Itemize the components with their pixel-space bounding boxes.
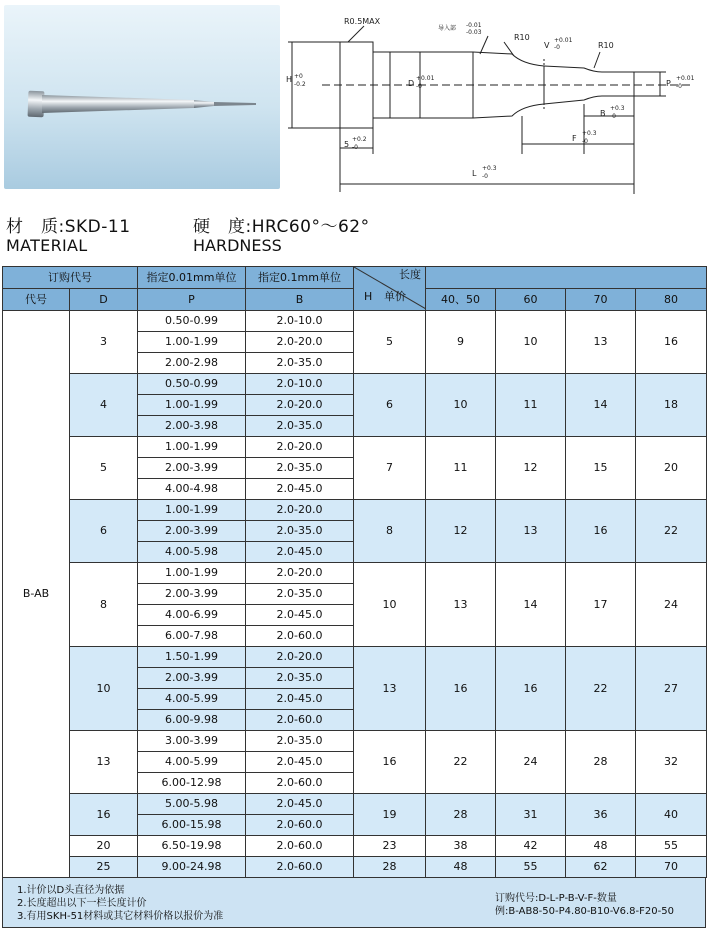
- svg-text:+0.01: +0.01: [416, 75, 435, 82]
- b-range-cell: 2.0-60.0: [246, 710, 354, 731]
- table-row: [3, 857, 707, 878]
- footer-notes: [2, 877, 706, 928]
- d-cell: 25: [70, 857, 138, 878]
- p-range-cell: 1.00-1.99: [138, 563, 246, 584]
- price-cell: 28: [426, 794, 496, 836]
- svg-text:-0: -0: [582, 138, 588, 145]
- dim-f: F: [572, 134, 577, 143]
- price-cell: 55: [496, 857, 566, 878]
- d-cell: 5: [70, 437, 138, 500]
- price-cell: 14: [496, 563, 566, 647]
- header-length-3: 80: [636, 289, 707, 311]
- table-row: [3, 563, 707, 584]
- b-range-cell: 2.0-20.0: [246, 437, 354, 458]
- b-range-cell: 2.0-35.0: [246, 458, 354, 479]
- price-cell: 11: [496, 374, 566, 437]
- h-cell: 28: [354, 857, 426, 878]
- header-d: D: [70, 289, 138, 311]
- dim-guide: 导入部: [438, 25, 457, 32]
- h-cell: 13: [354, 647, 426, 731]
- dim-h: H: [286, 75, 293, 84]
- b-range-cell: 2.0-35.0: [246, 731, 354, 752]
- price-cell: 36: [566, 794, 636, 836]
- spec-table: [2, 266, 707, 878]
- b-range-cell: 2.0-60.0: [246, 626, 354, 647]
- price-cell: 22: [566, 647, 636, 731]
- b-range-cell: 2.0-35.0: [246, 521, 354, 542]
- d-cell: 16: [70, 794, 138, 836]
- b-range-cell: 2.0-20.0: [246, 647, 354, 668]
- price-cell: 9: [426, 311, 496, 374]
- material-label-en: MATERIAL: [6, 236, 88, 255]
- table-row: [3, 311, 707, 332]
- d-cell: 6: [70, 500, 138, 563]
- b-range-cell: 2.0-10.0: [246, 374, 354, 395]
- price-cell: 14: [566, 374, 636, 437]
- price-cell: 22: [426, 731, 496, 794]
- dim-5: 5: [344, 140, 350, 149]
- p-range-cell: 1.00-1.99: [138, 395, 246, 416]
- b-range-cell: 2.0-45.0: [246, 542, 354, 563]
- b-range-cell: 2.0-20.0: [246, 332, 354, 353]
- dim-r10b: R10: [598, 41, 614, 50]
- order-code-format: 订购代号:D-L-P-B-V-F-数量: [495, 893, 617, 904]
- b-range-cell: 2.0-35.0: [246, 416, 354, 437]
- header-length: 长度: [399, 268, 421, 281]
- price-cell: 15: [566, 437, 636, 500]
- price-cell: 31: [496, 794, 566, 836]
- p-range-cell: 0.50-0.99: [138, 374, 246, 395]
- price-cell: 32: [636, 731, 707, 794]
- b-range-cell: 2.0-60.0: [246, 857, 354, 878]
- dim-d: D: [408, 79, 415, 88]
- p-range-cell: 4.00-5.99: [138, 689, 246, 710]
- p-range-cell: 1.00-1.99: [138, 500, 246, 521]
- b-range-cell: 2.0-45.0: [246, 479, 354, 500]
- h-cell: 16: [354, 731, 426, 794]
- p-range-cell: 2.00-3.99: [138, 521, 246, 542]
- header-p-unit: 指定0.01mm单位: [138, 267, 246, 289]
- price-cell: 13: [566, 311, 636, 374]
- header-h: H: [364, 290, 373, 303]
- svg-text:+0.3: +0.3: [582, 130, 597, 137]
- b-range-cell: 2.0-45.0: [246, 605, 354, 626]
- p-range-cell: 1.00-1.99: [138, 332, 246, 353]
- price-cell: 16: [426, 647, 496, 731]
- header-length-2: 70: [566, 289, 636, 311]
- svg-text:-0: -0: [676, 83, 682, 90]
- price-cell: 16: [636, 311, 707, 374]
- svg-text:+0.01: +0.01: [554, 37, 573, 44]
- header-price: 单价: [384, 290, 406, 303]
- svg-text:+0.2: +0.2: [352, 136, 367, 143]
- b-range-cell: 2.0-60.0: [246, 836, 354, 857]
- p-range-cell: 4.00-5.99: [138, 752, 246, 773]
- h-cell: 7: [354, 437, 426, 500]
- material-label: 材 质:SKD-11: [6, 217, 131, 237]
- header-b: B: [246, 289, 354, 311]
- p-range-cell: 4.00-6.99: [138, 605, 246, 626]
- price-cell: 48: [426, 857, 496, 878]
- table-row: [3, 374, 707, 395]
- price-cell: 22: [636, 500, 707, 563]
- dim-v: V: [544, 41, 550, 50]
- svg-text:-0.2: -0.2: [294, 81, 306, 88]
- dim-p: P: [666, 79, 671, 88]
- b-range-cell: 2.0-20.0: [246, 500, 354, 521]
- b-range-cell: 2.0-35.0: [246, 353, 354, 374]
- p-range-cell: 2.00-3.99: [138, 668, 246, 689]
- hardness-label-en: HARDNESS: [193, 236, 282, 255]
- price-cell: 24: [496, 731, 566, 794]
- b-range-cell: 2.0-45.0: [246, 752, 354, 773]
- b-range-cell: 2.0-20.0: [246, 395, 354, 416]
- p-range-cell: 3.00-3.99: [138, 731, 246, 752]
- svg-text:-0.03: -0.03: [466, 29, 482, 36]
- p-range-cell: 2.00-3.99: [138, 458, 246, 479]
- svg-text:-0: -0: [352, 144, 358, 151]
- h-cell: 6: [354, 374, 426, 437]
- table-row: [3, 836, 707, 857]
- p-range-cell: 2.00-3.98: [138, 416, 246, 437]
- header-diagonal-cell: [354, 267, 426, 311]
- price-cell: 13: [426, 563, 496, 647]
- b-range-cell: 2.0-20.0: [246, 563, 354, 584]
- price-cell: 24: [636, 563, 707, 647]
- d-cell: 3: [70, 311, 138, 374]
- table-row: [3, 500, 707, 521]
- d-cell: 10: [70, 647, 138, 731]
- p-range-cell: 6.00-9.98: [138, 710, 246, 731]
- table-row: [3, 437, 707, 458]
- svg-text:+0: +0: [294, 73, 303, 80]
- price-cell: 11: [426, 437, 496, 500]
- b-range-cell: 2.0-35.0: [246, 584, 354, 605]
- p-range-cell: 6.00-15.98: [138, 815, 246, 836]
- dim-b: B: [600, 109, 606, 118]
- dim-l: L: [472, 169, 477, 178]
- price-cell: 12: [426, 500, 496, 563]
- svg-text:-0.01: -0.01: [466, 22, 482, 29]
- dim-r10a: R10: [514, 33, 530, 42]
- note-item: 3.有用SKH-51材料或其它材料价格以报价为准: [17, 911, 224, 922]
- p-range-cell: 9.00-24.98: [138, 857, 246, 878]
- dim-r05max: R0.5MAX: [344, 17, 381, 26]
- p-range-cell: 4.00-4.98: [138, 479, 246, 500]
- price-cell: 42: [496, 836, 566, 857]
- hardness-label: 硬 度:HRC60°～62°: [193, 217, 370, 237]
- b-range-cell: 2.0-60.0: [246, 773, 354, 794]
- header-length-0: 40、50: [426, 289, 496, 311]
- price-cell: 12: [496, 437, 566, 500]
- order-info: [495, 892, 674, 918]
- table-row: [3, 731, 707, 752]
- price-cell: 62: [566, 857, 636, 878]
- note-item: 1.计价以D头直径为依据: [17, 885, 125, 896]
- b-range-cell: 2.0-35.0: [246, 668, 354, 689]
- price-cell: 48: [566, 836, 636, 857]
- header-order-code: 订购代号: [3, 267, 138, 289]
- table-row: [3, 794, 707, 815]
- h-cell: 19: [354, 794, 426, 836]
- price-cell: 16: [566, 500, 636, 563]
- code-cell: B-AB: [3, 311, 70, 878]
- d-cell: 4: [70, 374, 138, 437]
- d-cell: 20: [70, 836, 138, 857]
- h-cell: 10: [354, 563, 426, 647]
- price-cell: 38: [426, 836, 496, 857]
- header-p: P: [138, 289, 246, 311]
- p-range-cell: 4.00-5.98: [138, 542, 246, 563]
- notes-list: [17, 884, 223, 923]
- p-range-cell: 5.00-5.98: [138, 794, 246, 815]
- d-cell: 13: [70, 731, 138, 794]
- d-cell: 8: [70, 563, 138, 647]
- p-range-cell: 1.00-1.99: [138, 437, 246, 458]
- svg-text:-0: -0: [482, 173, 488, 180]
- table-row: [3, 647, 707, 668]
- p-range-cell: 0.50-0.99: [138, 311, 246, 332]
- svg-text:+0.01: +0.01: [676, 75, 695, 82]
- price-cell: 40: [636, 794, 707, 836]
- header-code: 代号: [3, 289, 70, 311]
- b-range-cell: 2.0-45.0: [246, 794, 354, 815]
- product-photo: [4, 5, 280, 189]
- p-range-cell: 2.00-3.99: [138, 584, 246, 605]
- h-cell: 23: [354, 836, 426, 857]
- b-range-cell: 2.0-45.0: [246, 689, 354, 710]
- b-range-cell: 2.0-10.0: [246, 311, 354, 332]
- svg-text:+0.3: +0.3: [610, 105, 625, 112]
- price-cell: 17: [566, 563, 636, 647]
- order-example: 例:B-AB8-50-P4.80-B10-V6.8-F20-50: [495, 906, 674, 917]
- svg-text:-0: -0: [416, 83, 422, 90]
- price-cell: 18: [636, 374, 707, 437]
- svg-text:-0: -0: [610, 113, 616, 120]
- p-range-cell: 6.00-7.98: [138, 626, 246, 647]
- price-cell: 28: [566, 731, 636, 794]
- price-cell: 13: [496, 500, 566, 563]
- price-cell: 10: [426, 374, 496, 437]
- p-range-cell: 6.00-12.98: [138, 773, 246, 794]
- svg-text:+0.3: +0.3: [482, 165, 497, 172]
- p-range-cell: 6.50-19.98: [138, 836, 246, 857]
- price-cell: 16: [496, 647, 566, 731]
- h-cell: 8: [354, 500, 426, 563]
- price-cell: 10: [496, 311, 566, 374]
- price-cell: 27: [636, 647, 707, 731]
- price-cell: 55: [636, 836, 707, 857]
- header-b-unit: 指定0.1mm单位: [246, 267, 354, 289]
- p-range-cell: 1.50-1.99: [138, 647, 246, 668]
- b-range-cell: 2.0-60.0: [246, 815, 354, 836]
- price-cell: 20: [636, 437, 707, 500]
- header-length-1: 60: [496, 289, 566, 311]
- technical-drawing: [282, 4, 706, 204]
- note-item: 2.长度超出以下一栏长度计价: [17, 898, 147, 909]
- header-length-span: [426, 267, 707, 289]
- h-cell: 5: [354, 311, 426, 374]
- price-cell: 70: [636, 857, 707, 878]
- svg-text:-0: -0: [554, 44, 560, 51]
- p-range-cell: 2.00-2.98: [138, 353, 246, 374]
